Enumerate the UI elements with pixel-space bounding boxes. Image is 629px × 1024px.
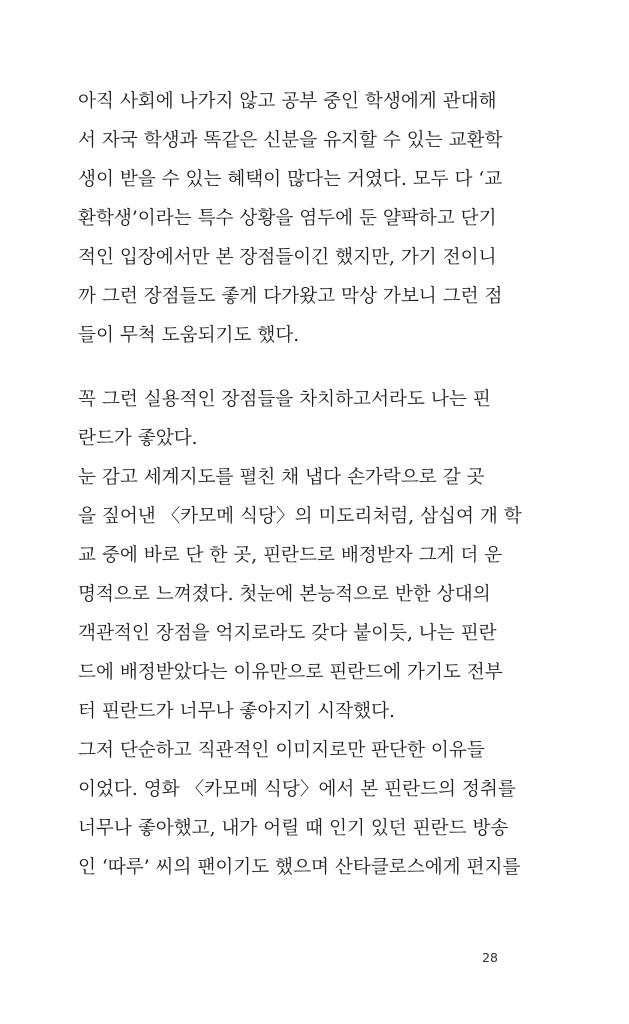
text-line: 인 ‘따루’ 씨의 팬이기도 했으며 산타클로스에게 편지를 [78,857,521,878]
text-line: 을 짚어낸 〈카모메 식당〉의 미도리처럼, 삼십여 개 학 [78,506,522,527]
paragraph-top [78,82,508,355]
text-line: 까 그런 장점들도 좋게 다가왔고 막상 가보니 그런 점 [78,286,503,307]
text-line: 들이 무척 도움되기도 했다. [78,325,300,346]
text-line: 눈 감고 세계지도를 펼친 채 냅다 손가락으로 갈 곳 [78,467,485,488]
text-line: 교 중에 바로 단 한 곳, 핀란드로 배정받자 그게 더 운 [78,545,503,566]
paragraph-bottom [78,380,522,887]
text-line: 아직 사회에 나가지 않고 공부 중인 학생에게 관대해 [78,91,497,112]
text-line: 너무나 좋아했고, 내가 어릴 때 인기 있던 핀란드 방송 [78,818,509,839]
text-line: 서 자국 학생과 똑같은 신분을 유지할 수 있는 교환학 [78,130,503,151]
text-line: 객관적인 장점을 억지로라도 갖다 붙이듯, 나는 핀란 [78,623,497,644]
text-line: 생이 받을 수 있는 혜택이 많다는 거였다. 모두 다 ‘교 [78,169,503,190]
text-line: 적인 입장에서만 본 장점들이긴 했지만, 가기 전이니 [78,247,497,268]
text-line: 환학생’이라는 특수 상황을 염두에 둔 얄팍하고 단기 [78,208,497,229]
text-line: 그저 단순하고 직관적인 이미지로만 판단한 이유들 [78,740,485,761]
text-line: 란드가 좋았다. [78,428,198,449]
text-line: 명적으로 느껴졌다. 첫눈에 본능적으로 반한 상대의 [78,584,491,605]
text-line: 터 핀란드가 너무나 좋아지기 시작했다. [78,701,395,722]
text-line: 이었다. 영화 〈카모메 식당〉에서 본 핀란드의 정취를 [78,779,516,800]
text-line: 드에 배정받았다는 이유만으로 핀란드에 가기도 전부 [78,662,503,683]
page-number: 28 [482,950,498,965]
text-line: 꼭 그런 실용적인 장점들을 차치하고서라도 나는 핀 [78,389,491,410]
